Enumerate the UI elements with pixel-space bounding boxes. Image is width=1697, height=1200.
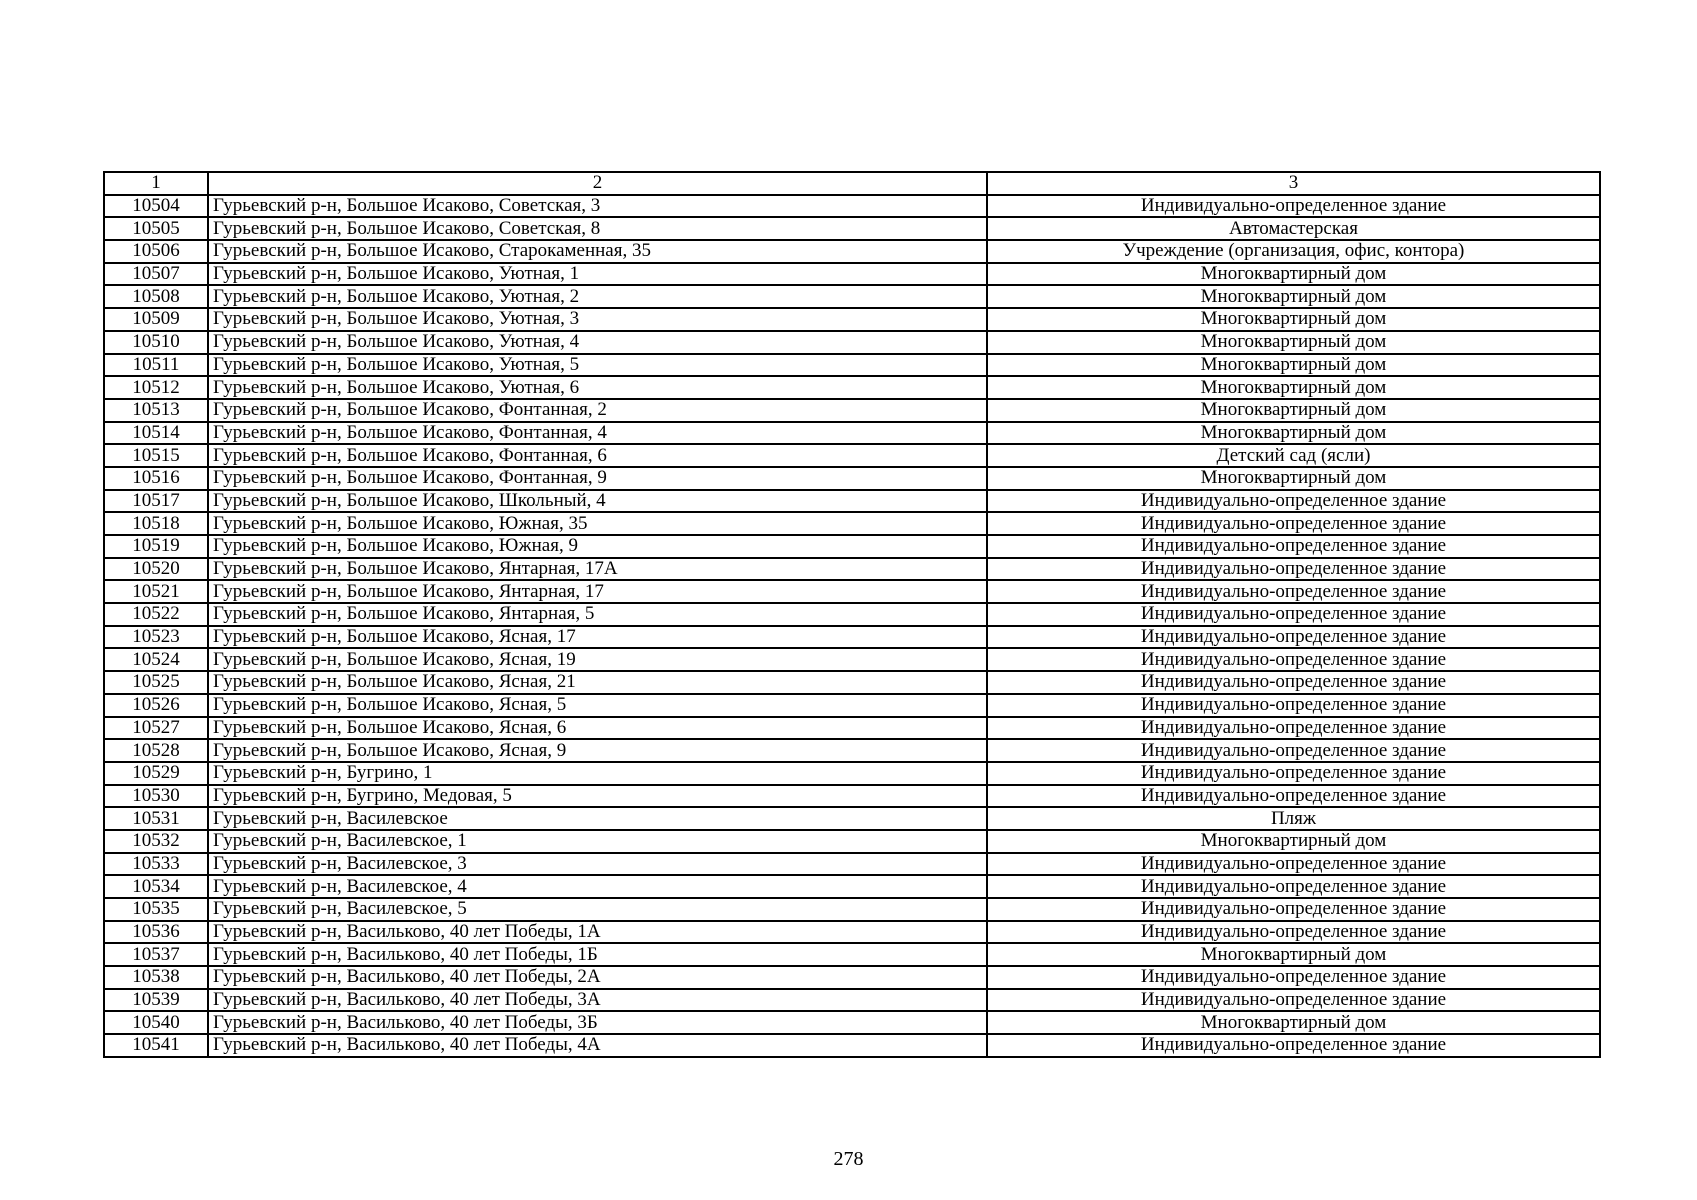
address-cell: Гурьевский р-н, Василевское, 1	[208, 830, 987, 853]
object-type-cell: Индивидуально-определенное здание	[987, 898, 1600, 921]
address-cell: Гурьевский р-н, Большое Исаково, Янтарная, 5	[208, 603, 987, 626]
page-number: 278	[833, 1148, 864, 1170]
row-number-cell: 10523	[104, 626, 208, 649]
address-cell: Гурьевский р-н, Васильково, 40 лет Победы, 1Б	[208, 943, 987, 966]
table-row	[104, 422, 1600, 445]
address-cell: Гурьевский р-н, Большое Исаково, Ясная, 19	[208, 648, 987, 671]
object-type-cell: Индивидуально-определенное здание	[987, 648, 1600, 671]
row-number-cell: 10522	[104, 603, 208, 626]
table-row	[104, 558, 1600, 581]
table-row	[104, 354, 1600, 377]
address-cell: Гурьевский р-н, Большое Исаково, Ясная, 9	[208, 739, 987, 762]
address-cell: Гурьевский р-н, Большое Исаково, Уютная, 3	[208, 308, 987, 331]
address-cell: Гурьевский р-н, Василевское, 5	[208, 898, 987, 921]
address-cell: Гурьевский р-н, Большое Исаково, Советская, 3	[208, 195, 987, 218]
object-type-cell: Пляж	[987, 807, 1600, 830]
table-row	[104, 490, 1600, 513]
address-cell: Гурьевский р-н, Большое Исаково, Фонтанная, 4	[208, 422, 987, 445]
row-number-cell: 10515	[104, 444, 208, 467]
table-row	[104, 943, 1600, 966]
table-row	[104, 1034, 1600, 1057]
address-cell: Гурьевский р-н, Большое Исаково, Фонтанная, 2	[208, 399, 987, 422]
object-type-cell: Индивидуально-определенное здание	[987, 671, 1600, 694]
row-number-cell: 10516	[104, 467, 208, 490]
row-number-cell: 10536	[104, 921, 208, 944]
row-number-cell: 10540	[104, 1011, 208, 1034]
column-header-2: 2	[208, 172, 987, 195]
object-type-cell: Многоквартирный дом	[987, 263, 1600, 286]
row-number-cell: 10538	[104, 966, 208, 989]
object-type-cell: Детский сад (ясли)	[987, 444, 1600, 467]
table-row	[104, 875, 1600, 898]
row-number-cell: 10529	[104, 762, 208, 785]
address-cell: Гурьевский р-н, Большое Исаково, Уютная, 5	[208, 354, 987, 377]
address-cell: Гурьевский р-н, Бугрино, 1	[208, 762, 987, 785]
row-number-cell: 10504	[104, 195, 208, 218]
address-cell: Гурьевский р-н, Большое Исаково, Южная, 35	[208, 512, 987, 535]
row-number-cell: 10508	[104, 285, 208, 308]
object-type-cell: Многоквартирный дом	[987, 467, 1600, 490]
object-type-cell: Многоквартирный дом	[987, 308, 1600, 331]
table-row	[104, 512, 1600, 535]
row-number-cell: 10511	[104, 354, 208, 377]
address-cell: Гурьевский р-н, Большое Исаково, Ясная, 21	[208, 671, 987, 694]
row-number-cell: 10537	[104, 943, 208, 966]
table-row	[104, 626, 1600, 649]
address-cell: Гурьевский р-н, Большое Исаково, Фонтанная, 6	[208, 444, 987, 467]
object-type-cell: Многоквартирный дом	[987, 285, 1600, 308]
address-cell: Гурьевский р-н, Большое Исаково, Ясная, 6	[208, 717, 987, 740]
table-row	[104, 921, 1600, 944]
object-type-cell: Индивидуально-определенное здание	[987, 762, 1600, 785]
address-cell: Гурьевский р-н, Большое Исаково, Ясная, 17	[208, 626, 987, 649]
row-number-cell: 10531	[104, 807, 208, 830]
row-number-cell: 10533	[104, 853, 208, 876]
column-header-1: 1	[104, 172, 208, 195]
address-cell: Гурьевский р-н, Большое Исаково, Уютная, 4	[208, 331, 987, 354]
object-type-cell: Индивидуально-определенное здание	[987, 853, 1600, 876]
row-number-cell: 10513	[104, 399, 208, 422]
address-cell: Гурьевский р-н, Василевское	[208, 807, 987, 830]
object-type-cell: Многоквартирный дом	[987, 354, 1600, 377]
data-table	[103, 171, 1601, 1058]
object-type-cell: Многоквартирный дом	[987, 376, 1600, 399]
table-row	[104, 853, 1600, 876]
address-cell: Гурьевский р-н, Бугрино, Медовая, 5	[208, 785, 987, 808]
object-type-cell: Многоквартирный дом	[987, 830, 1600, 853]
table-row	[104, 580, 1600, 603]
row-number-cell: 10520	[104, 558, 208, 581]
address-cell: Гурьевский р-н, Большое Исаково, Советская, 8	[208, 217, 987, 240]
address-cell: Гурьевский р-н, Большое Исаково, Старокаменная, 35	[208, 240, 987, 263]
object-type-cell: Индивидуально-определенное здание	[987, 921, 1600, 944]
table-row	[104, 1011, 1600, 1034]
row-number-cell: 10510	[104, 331, 208, 354]
table-row	[104, 739, 1600, 762]
row-number-cell: 10532	[104, 830, 208, 853]
object-type-cell: Индивидуально-определенное здание	[987, 717, 1600, 740]
address-cell: Гурьевский р-н, Большое Исаково, Уютная, 2	[208, 285, 987, 308]
address-cell: Гурьевский р-н, Васильково, 40 лет Победы, 1А	[208, 921, 987, 944]
row-number-cell: 10521	[104, 580, 208, 603]
row-number-cell: 10512	[104, 376, 208, 399]
row-number-cell: 10517	[104, 490, 208, 513]
address-cell: Гурьевский р-н, Васильково, 40 лет Победы, 4А	[208, 1034, 987, 1057]
address-cell: Гурьевский р-н, Василевское, 4	[208, 875, 987, 898]
row-number-cell: 10528	[104, 739, 208, 762]
object-type-cell: Индивидуально-определенное здание	[987, 490, 1600, 513]
object-type-cell: Учреждение (организация, офис, контора)	[987, 240, 1600, 263]
object-type-cell: Индивидуально-определенное здание	[987, 694, 1600, 717]
address-cell: Гурьевский р-н, Василевское, 3	[208, 853, 987, 876]
table-row	[104, 898, 1600, 921]
object-type-cell: Индивидуально-определенное здание	[987, 966, 1600, 989]
address-cell: Гурьевский р-н, Большое Исаково, Школьный, 4	[208, 490, 987, 513]
table-row	[104, 762, 1600, 785]
object-type-cell: Индивидуально-определенное здание	[987, 535, 1600, 558]
object-type-cell: Индивидуально-определенное здание	[987, 580, 1600, 603]
row-number-cell: 10506	[104, 240, 208, 263]
object-type-cell: Индивидуально-определенное здание	[987, 875, 1600, 898]
object-type-cell: Многоквартирный дом	[987, 1011, 1600, 1034]
object-type-cell: Многоквартирный дом	[987, 399, 1600, 422]
table-row	[104, 331, 1600, 354]
object-type-cell: Индивидуально-определенное здание	[987, 558, 1600, 581]
object-type-cell: Автомастерская	[987, 217, 1600, 240]
table-row	[104, 308, 1600, 331]
address-cell: Гурьевский р-н, Большое Исаково, Уютная, 1	[208, 263, 987, 286]
table-row	[104, 717, 1600, 740]
table-row	[104, 399, 1600, 422]
table-row	[104, 694, 1600, 717]
row-number-cell: 10530	[104, 785, 208, 808]
table-row	[104, 989, 1600, 1012]
table-row	[104, 240, 1600, 263]
table-row	[104, 217, 1600, 240]
table-row	[104, 444, 1600, 467]
address-cell: Гурьевский р-н, Васильково, 40 лет Победы, 3А	[208, 989, 987, 1012]
object-type-cell: Многоквартирный дом	[987, 943, 1600, 966]
address-cell: Гурьевский р-н, Большое Исаково, Южная, 9	[208, 535, 987, 558]
address-cell: Гурьевский р-н, Большое Исаково, Янтарная, 17	[208, 580, 987, 603]
table-row	[104, 603, 1600, 626]
object-type-cell: Индивидуально-определенное здание	[987, 989, 1600, 1012]
object-type-cell: Индивидуально-определенное здание	[987, 1034, 1600, 1057]
table-row	[104, 830, 1600, 853]
object-type-cell: Многоквартирный дом	[987, 422, 1600, 445]
table-row	[104, 535, 1600, 558]
row-number-cell: 10509	[104, 308, 208, 331]
row-number-cell: 10541	[104, 1034, 208, 1057]
table-row	[104, 285, 1600, 308]
object-type-cell: Индивидуально-определенное здание	[987, 626, 1600, 649]
row-number-cell: 10526	[104, 694, 208, 717]
address-cell: Гурьевский р-н, Большое Исаково, Ясная, 5	[208, 694, 987, 717]
row-number-cell: 10534	[104, 875, 208, 898]
row-number-cell: 10505	[104, 217, 208, 240]
address-cell: Гурьевский р-н, Большое Исаково, Фонтанная, 9	[208, 467, 987, 490]
table-row	[104, 671, 1600, 694]
table-row	[104, 467, 1600, 490]
object-type-cell: Индивидуально-определенное здание	[987, 603, 1600, 626]
address-cell: Гурьевский р-н, Васильково, 40 лет Победы, 2А	[208, 966, 987, 989]
object-type-cell: Индивидуально-определенное здание	[987, 512, 1600, 535]
table-row	[104, 966, 1600, 989]
address-cell: Гурьевский р-н, Большое Исаково, Янтарная, 17А	[208, 558, 987, 581]
object-type-cell: Индивидуально-определенное здание	[987, 195, 1600, 218]
row-number-cell: 10518	[104, 512, 208, 535]
table-body	[104, 195, 1600, 1057]
row-number-cell: 10535	[104, 898, 208, 921]
row-number-cell: 10507	[104, 263, 208, 286]
column-header-3: 3	[987, 172, 1600, 195]
row-number-cell: 10525	[104, 671, 208, 694]
table-row	[104, 648, 1600, 671]
row-number-cell: 10539	[104, 989, 208, 1012]
table-header-row	[104, 172, 1600, 195]
address-cell: Гурьевский р-н, Васильково, 40 лет Победы, 3Б	[208, 1011, 987, 1034]
row-number-cell: 10524	[104, 648, 208, 671]
table-row	[104, 195, 1600, 218]
row-number-cell: 10514	[104, 422, 208, 445]
table-row	[104, 263, 1600, 286]
object-type-cell: Индивидуально-определенное здание	[987, 739, 1600, 762]
table-row	[104, 376, 1600, 399]
object-type-cell: Многоквартирный дом	[987, 331, 1600, 354]
row-number-cell: 10519	[104, 535, 208, 558]
object-type-cell: Индивидуально-определенное здание	[987, 785, 1600, 808]
row-number-cell: 10527	[104, 717, 208, 740]
table-row	[104, 807, 1600, 830]
table-row	[104, 785, 1600, 808]
address-cell: Гурьевский р-н, Большое Исаково, Уютная, 6	[208, 376, 987, 399]
